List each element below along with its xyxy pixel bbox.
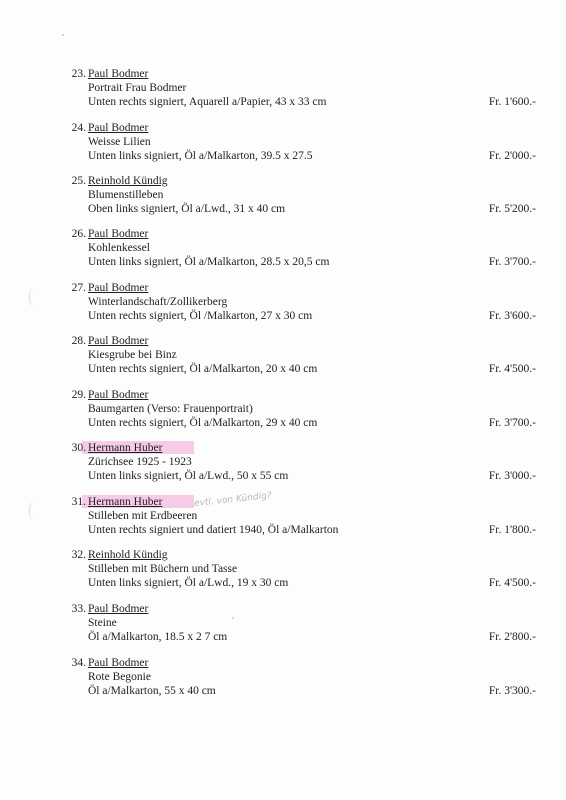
punch-hole-mark [29, 288, 36, 306]
entry-title: Weisse Lilien [88, 136, 151, 148]
entry-price: Fr. 3'300.- [488, 685, 536, 697]
catalog-entry-33 [62, 602, 536, 644]
entry-number: 32. [71, 549, 86, 561]
entry-artist: Paul Bodmer [88, 389, 149, 401]
punch-hole-mark [29, 502, 36, 520]
entry-title: Rote Begonie [88, 671, 151, 683]
entry-title: Portrait Frau Bodmer [88, 82, 187, 94]
entry-artist: Hermann Huber [88, 442, 163, 454]
entry-details: Öl a/Malkarton, 18.5 x 2 7 cm [88, 631, 228, 643]
entry-artist: Paul Bodmer [88, 68, 149, 80]
catalog-entry-28 [62, 334, 536, 376]
entry-price: Fr. 5'200.- [488, 203, 536, 215]
entry-details: Unten links signiert, Öl a/Lwd., 19 x 30 cm [88, 577, 289, 589]
entry-title: Kohlenkessel [88, 242, 150, 254]
entry-artist: Paul Bodmer [88, 335, 149, 347]
catalog-entry-26 [62, 227, 536, 269]
entry-title: Baumgarten (Verso: Frauenportrait) [88, 403, 253, 415]
handwritten-note: evtl. von Kündig? [193, 490, 273, 510]
entry-number: 23. [71, 68, 86, 80]
entry-artist: Reinhold Kündig [88, 549, 168, 561]
catalog-entry-25 [62, 174, 536, 216]
catalog-entry-32 [62, 548, 536, 590]
entry-details: Unten rechts signiert, Öl a/Malkarton, 20 x 40 cm [88, 363, 318, 375]
entry-details: Unten links signiert, Öl a/Malkarton, 39.5 x 27.5 [88, 150, 313, 162]
entry-number: 28. [71, 335, 86, 347]
entry-details: Unten rechts signiert und datiert 1940, Öl a/Malkarton [88, 524, 339, 536]
entry-price: Fr. 1'600.- [488, 96, 536, 108]
catalog-entry-34 [62, 656, 536, 698]
entry-price: Fr. 3'000.- [488, 470, 536, 482]
entry-number: 33. [71, 603, 86, 615]
entry-price: Fr. 3'700.- [488, 417, 536, 429]
entry-number: 30. [71, 442, 86, 454]
catalog-entry-27 [62, 281, 536, 323]
entry-title: Zürichsee 1925 - 1923 [88, 456, 192, 468]
paper-speck [62, 34, 64, 36]
entry-artist: Paul Bodmer [88, 282, 149, 294]
entry-number: 24. [71, 122, 86, 134]
entry-title: Kiesgrube bei Binz [88, 349, 177, 361]
entry-artist: Paul Bodmer [88, 228, 149, 240]
entry-number: 31. [71, 496, 86, 508]
entry-title: Stilleben mit Büchern und Tasse [88, 563, 238, 575]
entry-artist: Paul Bodmer [88, 603, 149, 615]
entry-artist: Reinhold Kündig [88, 175, 168, 187]
catalog-entry-29 [62, 388, 536, 430]
entry-artist: Hermann Huber [88, 496, 163, 508]
entry-details: Unten rechts signiert, Öl /Malkarton, 27 x 30 cm [88, 310, 313, 322]
entry-title: Steine [88, 617, 117, 629]
entry-price: Fr. 2'000.- [488, 150, 536, 162]
entry-details: Oben links signiert, Öl a/Lwd., 31 x 40 cm [88, 203, 286, 215]
entry-details: Unten links signiert, Öl a/Lwd., 50 x 55 cm [88, 470, 289, 482]
entry-title: Blumenstilleben [88, 189, 164, 201]
entry-price: Fr. 3'700.- [488, 256, 536, 268]
entry-title: Winterlandschaft/Zollikerberg [88, 296, 228, 308]
entry-number: 34. [71, 657, 86, 669]
entry-number: 25. [71, 175, 86, 187]
catalog-entry-30 [62, 441, 536, 483]
entry-number: 27. [71, 282, 86, 294]
entry-number: 29. [71, 389, 86, 401]
entry-price: Fr. 3'600.- [488, 310, 536, 322]
entry-details: Unten links signiert, Öl a/Malkarton, 28.5 x 20,5 cm [88, 256, 330, 268]
entry-title: Stilleben mit Erdbeeren [88, 510, 198, 522]
entry-details: Unten rechts signiert, Öl a/Malkarton, 29 x 40 cm [88, 417, 318, 429]
entry-price: Fr. 1'800.- [488, 524, 536, 536]
catalog-entry-31 [62, 490, 536, 537]
entry-details: Unten rechts signiert, Aquarell a/Papier, 43 x 33 cm [88, 96, 327, 108]
entry-price: Fr. 2'800.- [488, 631, 536, 643]
catalog-entry-23 [62, 67, 536, 109]
entry-artist: Paul Bodmer [88, 657, 149, 669]
entry-number: 26. [71, 228, 86, 240]
entry-artist: Paul Bodmer [88, 122, 149, 134]
entry-details: Öl a/Malkarton, 55 x 40 cm [88, 685, 216, 697]
catalog-entry-24 [62, 121, 536, 163]
entry-price: Fr. 4'500.- [488, 363, 536, 375]
entry-price: Fr. 4'500.- [488, 577, 536, 589]
